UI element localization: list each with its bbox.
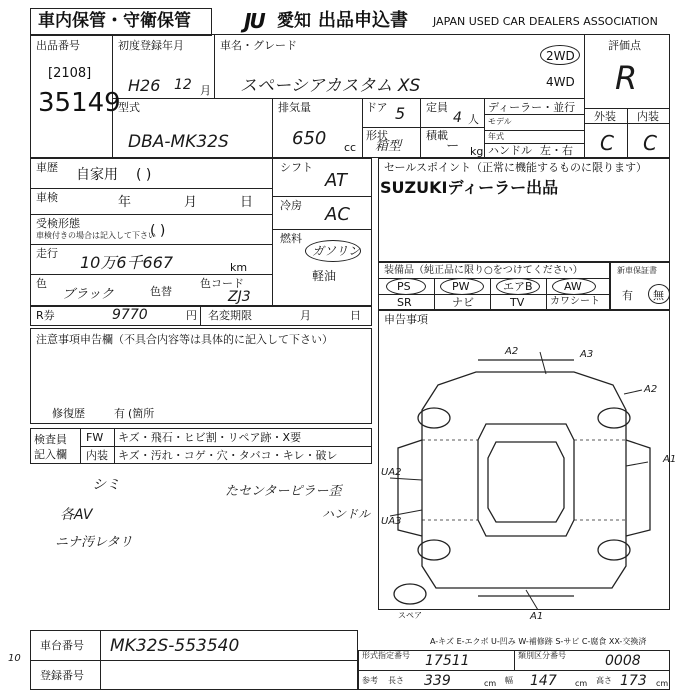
rating-int-label: 内装 (637, 110, 659, 123)
shift-label: シフト (280, 161, 313, 174)
color-value: ブラック (62, 287, 114, 302)
repair-place: (箇所 (128, 407, 155, 420)
model-num-value: 17511 (425, 653, 470, 669)
history-label: 車歴 (36, 161, 58, 174)
note-pillar: たセンターピラー歪 (225, 484, 342, 499)
doors-value: 5 (395, 104, 406, 123)
lot-number: 35149 (38, 88, 121, 118)
spec-ref: 参考 (362, 676, 378, 685)
sales-point-label: セールスポイント（正常に機能するものに限ります） (384, 161, 648, 174)
class-label: 類別区分番号 (518, 651, 566, 660)
drive-4wd: 4WD (546, 75, 575, 89)
note-av: 各AV (60, 507, 93, 523)
doors-label: ドア (366, 101, 388, 114)
seats-unit: 人 (468, 113, 479, 126)
car-damage-diagram (378, 330, 670, 610)
note-stain: ニナ汚レタリ (55, 535, 133, 550)
equip-pw: PW (452, 280, 470, 293)
fuel-option: 軽油 (312, 269, 337, 283)
width-value: 147 (530, 673, 557, 689)
displacement-value: 650 (292, 128, 327, 149)
aircon-label: 冷房 (280, 199, 302, 212)
name-change-day: 日 (350, 309, 361, 322)
mark-a2-top: A2 (505, 346, 519, 357)
model-label: 型式 (118, 101, 140, 114)
spare-label: スペア (398, 611, 422, 620)
length-unit: cm (484, 679, 497, 688)
sales-point-value: SUZUKIディーラー出品 (380, 178, 559, 197)
height-unit: cm (656, 679, 669, 688)
name-change-month: 月 (300, 309, 311, 322)
form-title: 出品申込書 (318, 10, 408, 31)
seats-value: 4 (453, 110, 462, 126)
lot-code: [2108] (48, 66, 92, 81)
interior-head: 内装 (86, 449, 108, 462)
equip-aw: AW (564, 280, 582, 293)
shift-value: AT (325, 170, 347, 191)
repair-label: 修復歴 (52, 407, 85, 420)
equip-navi: ナビ (452, 296, 474, 309)
height-label: 高さ (596, 676, 612, 685)
model-num-label: 形式指定番号 (362, 651, 410, 660)
org-name: 愛知 (277, 11, 311, 31)
recolor-label: 色替 (150, 285, 172, 298)
fw-head: FW (86, 431, 104, 444)
damage-legend: A-キズ E-エクボ U-凹み W-補修跡 S-サビ C-腐食 XX-交換済 (430, 637, 647, 646)
rating-label: 評価点 (608, 39, 641, 52)
ju-logo: JU (244, 9, 264, 33)
note-handle: ハンドル (322, 507, 371, 521)
inspection-month: 月 (184, 195, 198, 210)
shape-label: 形状 (366, 129, 388, 142)
equip-ps: PS (397, 280, 411, 293)
equip-sr: SR (397, 296, 412, 309)
lot-label: 出品番号 (36, 39, 80, 52)
length-label: 長さ (388, 676, 404, 685)
notes-label: 注意事項申告欄（不具合内容等は具体的に記入して下さい） (36, 333, 333, 346)
equip-airbag: エアB (503, 280, 533, 293)
car-name-value: スペーシアカスタム XS (240, 76, 421, 96)
shape-value: 箱型 (375, 139, 402, 154)
form-subtitle: JAPAN USED CAR DEALERS ASSOCIATION (433, 15, 658, 28)
mark-ua3: UA3 (381, 516, 402, 527)
mark-a3: A3 (580, 349, 594, 360)
r-ken-unit: 円 (186, 309, 197, 322)
dealer-model-label: モデル (488, 117, 512, 126)
handle-label: ハンドル (488, 144, 532, 157)
load-value: ー (445, 139, 459, 154)
equip-tv: TV (510, 296, 525, 309)
drive-2wd: 2WD (546, 49, 575, 63)
history-value: 自家用 (76, 167, 118, 183)
model-value: DBA-MK32S (128, 132, 229, 152)
handle-options: 左・右 (540, 144, 573, 157)
inspect-form-label: 受検形態 (36, 217, 80, 230)
warranty-yes: 有 (622, 289, 633, 302)
height-value: 173 (620, 673, 647, 689)
warranty-no: 無 (653, 289, 664, 302)
equip-seat: カワシート (550, 296, 600, 307)
mileage-label: 走行 (36, 247, 58, 260)
mark-a1-right: A1 (663, 454, 677, 465)
r-ken-value: 9770 (112, 307, 148, 323)
car-name-label: 車名・グレード (220, 39, 297, 52)
width-unit: cm (575, 679, 588, 688)
equipment-label: 装備品（純正品に限り○をつけてください） (384, 265, 583, 276)
displacement-unit: cc (344, 141, 357, 154)
history-paren: ( ) (136, 167, 152, 183)
aircon-value: AC (325, 204, 350, 225)
storage-title: 車内保管・守衛保管 (38, 11, 191, 31)
inspection-day: 日 (240, 195, 254, 210)
reg-month-unit: 月 (200, 84, 211, 97)
chassis-label: 車台番号 (40, 639, 84, 652)
registration-label: 登録番号 (40, 669, 84, 682)
dealer-year-label: 年式 (488, 132, 504, 141)
inspection-year: 年 (118, 195, 132, 210)
mark-ua2: UA2 (381, 467, 402, 478)
reg-date-label: 初度登録年月 (118, 39, 184, 52)
rating-ext: C (600, 131, 614, 155)
rating-value: R (615, 59, 638, 97)
load-label: 積載 (426, 129, 448, 142)
displacement-label: 排気量 (278, 101, 311, 114)
reg-month: 12 (174, 77, 192, 93)
inspect-form-note: 車検付きの場合は記入して下さい (36, 231, 156, 240)
color-code-label: 色コード (200, 277, 244, 290)
inspection-label: 車検 (36, 191, 58, 204)
inspector-label2: 記入欄 (34, 448, 67, 461)
note-shimi: シミ (92, 477, 120, 493)
fuel-value: ガソリン (312, 244, 361, 258)
mark-a2-right: A2 (644, 384, 658, 395)
class-value: 0008 (605, 653, 641, 669)
interior-row: キズ・汚れ・コゲ・穴・タバコ・キレ・破レ (118, 449, 338, 462)
r-ken-row (30, 306, 372, 326)
warranty-label: 新車保証書 (617, 266, 657, 275)
fuel-label: 燃料 (280, 232, 302, 245)
inspect-form-paren: ( ) (150, 223, 166, 239)
length-value: 339 (424, 673, 451, 689)
load-unit: kg (470, 145, 484, 158)
mileage-unit: km (230, 261, 248, 274)
remarks-label: 申告事項 (384, 313, 428, 326)
repair-yes: 有 (114, 407, 125, 420)
color-code-value: ZJ3 (228, 289, 251, 305)
reg-year: H26 (128, 76, 161, 95)
fw-row: キズ・飛石・ヒビ割・リペア跡・X要 (118, 431, 302, 444)
mark-a1-bottom: A1 (530, 611, 544, 622)
margin-number: 10 (8, 653, 21, 664)
r-ken-label: R券 (36, 309, 55, 322)
name-change-label: 名変期限 (208, 309, 252, 322)
dealer-label: ディーラー・並行 (488, 101, 576, 114)
width-label: 幅 (505, 676, 513, 685)
rating-int: C (643, 131, 657, 155)
rating-ext-label: 外装 (594, 110, 616, 123)
color-label: 色 (36, 277, 47, 290)
seats-label: 定員 (426, 101, 448, 114)
inspector-label1: 検査員 (34, 433, 67, 446)
chassis-value: MK32S-553540 (110, 636, 240, 656)
mileage-value: 10万6千667 (80, 253, 174, 272)
